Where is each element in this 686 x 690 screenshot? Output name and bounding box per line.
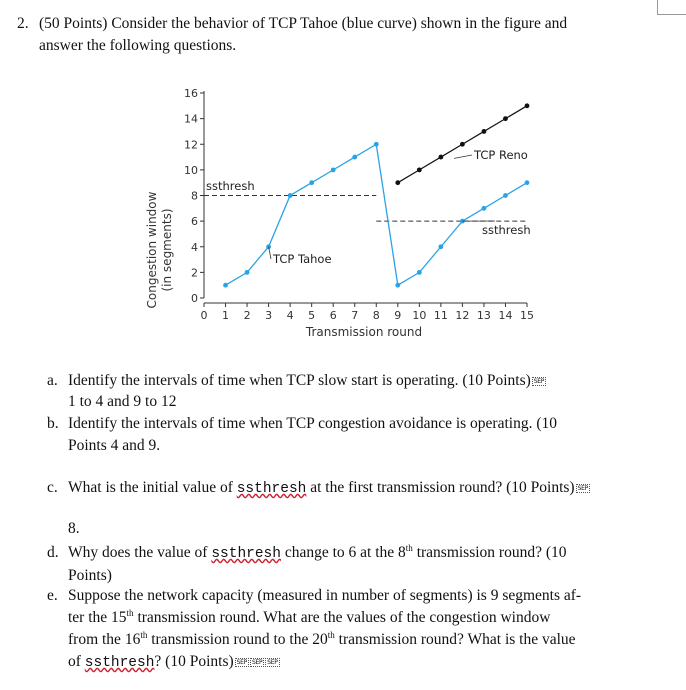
sep-marker: SEP [577,485,588,492]
sep-marker: SEP [251,659,263,666]
tcp-tahoe-point [438,244,443,249]
ssthresh-code: ssthresh [84,655,155,671]
item-d-post: transmission round? (10 [416,544,567,561]
y-tick-label: 8 [191,189,198,203]
x-axis-label: Transmission round [305,325,423,339]
y-axis-label-line-1: Congestion window [145,191,159,309]
tcp-tahoe-point [245,270,250,275]
item-b-letter: b. [47,415,59,432]
x-tick-label: 13 [476,309,491,322]
item-e-letter: e. [47,587,58,604]
tcp-reno-label: TCP Reno [474,148,528,162]
y-tick-label: 0 [191,292,198,305]
item-c-pre: What is the initial value of [68,479,233,496]
ssthresh-code: ssthresh [211,546,281,562]
tcp-tahoe-point [223,283,228,288]
x-tick-label: 15 [520,309,534,322]
question-header [17,13,657,54]
item-e-line-3-mid: transmission round to the 20 [151,631,328,648]
item-e-line-2-sup: th [126,608,134,618]
question-number: 2. [17,15,29,32]
corner-box [657,0,686,15]
tcp-reno-point [460,142,465,147]
item-d-sup: th [405,543,413,553]
item-a-text: Identify the intervals of time when TCP slow start is operating. (10 Points) [68,372,531,389]
item-c-letter: c. [47,479,58,496]
tcp-congestion-chart [138,80,548,345]
tcp-tahoe-point [417,270,422,275]
y-tick-label: 2 [191,266,198,280]
item-a-letter: a. [47,372,58,389]
sep-marker: SEP [267,659,278,666]
y-axis-label-line-2: (in segments) [160,208,174,292]
answer-a: 1 to 4 and 9 to 12 [68,393,177,410]
x-tick-label: 14 [498,309,513,322]
item-e-line-4-post: ? (10 Points) [154,653,234,670]
tcp-tahoe-point [503,193,508,198]
x-tick-label: 2 [243,309,251,322]
tcp-tahoe-point [374,142,379,147]
item-e-line-2-pre: ter the 15 [68,609,127,626]
sep-marker: SEP [236,659,247,666]
question-line-2: answer the following questions. [39,37,237,54]
y-tick-label: 12 [184,138,198,152]
y-tick-label: 10 [184,163,198,177]
answer-c: 8. [68,520,80,537]
item-e-line-2-post: transmission round. What are the values of the congestion window [137,609,551,626]
tcp-tahoe-point [288,193,293,198]
x-tick-label: 9 [394,309,402,322]
x-tick-label: 5 [308,309,316,322]
tcp-tahoe-point [331,167,336,172]
x-tick-label: 4 [286,309,294,322]
item-c-post: at the first transmission round? (10 Points) [310,479,575,496]
item-b-line-2: Points 4 and 9. [68,437,161,454]
y-tick-label: 6 [191,215,198,229]
tcp-tahoe-point [352,155,357,160]
tcp-tahoe-point [395,283,400,288]
tcp-tahoe-point [482,206,487,211]
x-tick-label: 6 [329,309,337,322]
item-e-line-1: Suppose the network capacity (measured in number of segments) is 9 segments af- [68,587,582,604]
item-e-line-3-post: transmission round? What is the value [338,631,576,648]
x-tick-label: 8 [372,309,380,322]
question-prompt [39,13,659,57]
x-tick-label: 0 [200,309,208,322]
x-tick-label: 11 [433,309,448,322]
y-tick-label: 16 [184,87,198,100]
ssthresh-label-left: ssthresh [206,179,255,193]
x-tick-label: 7 [351,309,359,322]
tcp-reno-point [525,103,530,108]
tcp-tahoe-label: TCP Tahoe [273,252,332,266]
tcp-tahoe-point [309,180,314,185]
tcp-reno-point [503,116,508,121]
item-d-mid: change to 6 at the 8 [284,544,406,561]
ssthresh-code: ssthresh [236,481,307,497]
item-d-line-2: Points) [68,567,112,584]
item-d-pre: Why does the value of [68,544,208,561]
tcp-reno-point [482,129,487,134]
tcp-tahoe-point [525,180,530,185]
tcp-reno-point [417,167,422,172]
reno-leader-line [454,155,472,158]
item-e-line-3-pre: from the 16 [68,631,141,648]
tcp-reno-point [395,180,400,185]
y-tick-label: 14 [184,112,198,126]
item-e-line-4-pre: of [68,653,81,670]
x-tick-label: 1 [222,309,230,322]
ssthresh-label-right: ssthresh [482,223,531,237]
tcp-reno-point [438,155,443,160]
item-d-letter: d. [47,544,59,561]
item-b-line-1: Identify the intervals of time when TCP congestion avoidance is operating. (10 [68,415,557,432]
x-tick-label: 10 [412,309,427,322]
item-e-line-3-sup2: th [327,630,335,640]
x-tick-label: 12 [455,309,470,322]
y-tick-label: 4 [191,240,198,254]
item-e-line-3-sup: th [140,630,148,640]
question-line-1: (50 Points) Consider the behavior of TCP Tahoe (blue curve) shown in the figure and [39,15,568,32]
sep-marker: SEP [533,378,545,385]
tcp-tahoe-line [226,144,527,285]
x-tick-label: 3 [265,309,273,322]
